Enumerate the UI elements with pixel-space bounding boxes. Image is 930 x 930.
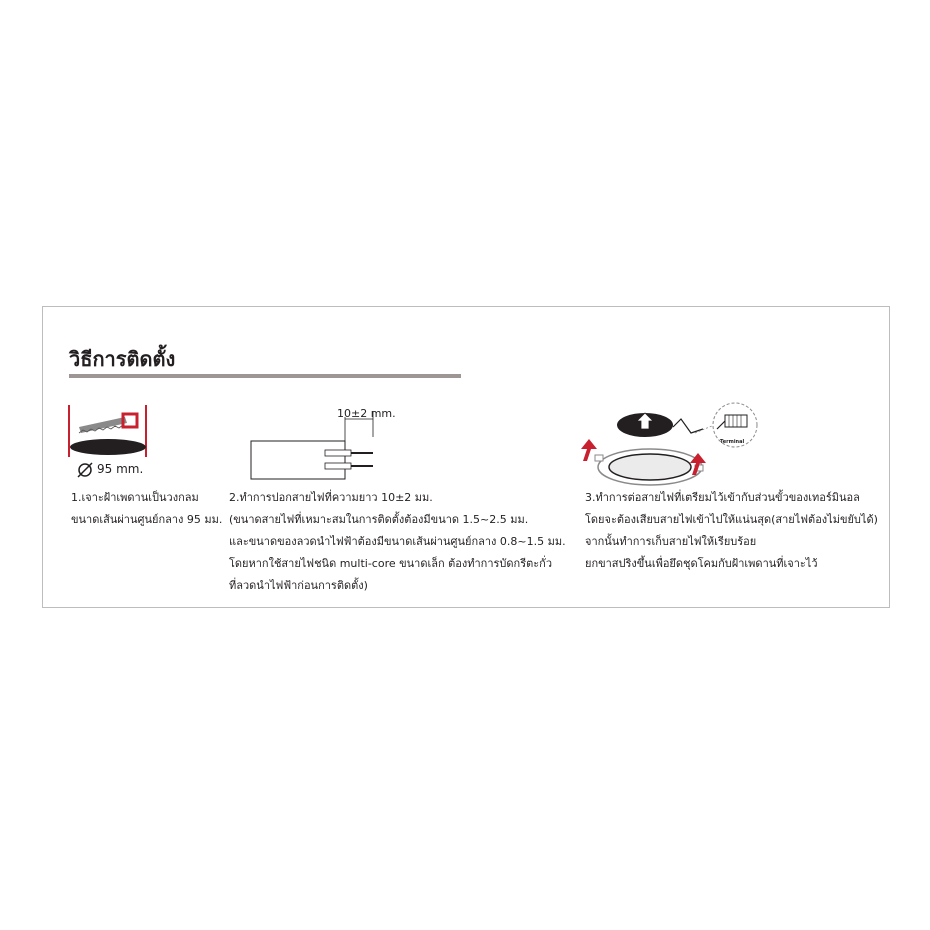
cable-jacket <box>251 441 345 479</box>
step2-line: (ขนาดสายไฟที่เหมาะสมในการติดตั้งต้องมีขนาด 1.5~2.5 มม. <box>229 513 529 526</box>
terminal-block-icon <box>725 415 747 427</box>
step2-text <box>229 487 566 597</box>
ceiling-hole <box>70 439 146 455</box>
strip-length-label: 10±2 mm. <box>337 407 396 420</box>
section-title: วิธีการติดตั้ง <box>69 347 176 371</box>
step1-text <box>71 487 222 531</box>
step1-line: ขนาดเส้นผ่านศูนย์กลาง 95 มม. <box>71 513 223 526</box>
step1-line: 1.เจาะฝ้าเพดานเป็นวงกลม <box>71 491 199 504</box>
spring-clip <box>595 455 603 461</box>
title-underline <box>69 374 461 378</box>
saw-icon <box>79 414 137 433</box>
step2-line: 2.ทำการปอกสายไฟที่ความยาว 10±2 มม. <box>229 491 433 504</box>
wire-insulation <box>325 450 351 456</box>
terminal-label: Terminal <box>720 439 745 445</box>
step2-line: โดยหากใช้สายไฟชนิด multi-core ขนาดเล็ก ต้องทำการบัดกรีตะกั่ว <box>229 557 553 570</box>
step3-line: 3.ทำการต่อสายไฟที่เตรียมไว้เข้ากับส่วนขั้วของเทอร์มินอล <box>585 491 860 504</box>
step2-line: ที่ลวดนำไฟฟ้าก่อนการติดตั้ง) <box>229 579 368 592</box>
cable <box>673 419 703 433</box>
installation-panel <box>42 306 890 608</box>
downlight-lens <box>609 454 691 480</box>
wire-insulation <box>325 463 351 469</box>
step3-text <box>585 487 878 575</box>
step2-line: และขนาดของลวดนำไฟฟ้าต้องมีขนาดเส้นผ่านศูนย์กลาง 0.8~1.5 มม. <box>229 535 566 548</box>
diameter-label: 95 mm. <box>97 462 144 476</box>
step3-line: จากนั้นทำการเก็บสายไฟให้เรียบร้อย <box>585 535 757 548</box>
step3-line: โดยจะต้องเสียบสายไฟเข้าไปให้แน่นสุด(สายไฟต้องไม่ขยับได้) <box>585 513 878 526</box>
step3-line: ยกขาสปริงขึ้นเพื่อยึดชุดโคมกับฝ้าเพดานที่เจาะไว้ <box>585 557 818 570</box>
diameter-icon <box>78 463 92 477</box>
